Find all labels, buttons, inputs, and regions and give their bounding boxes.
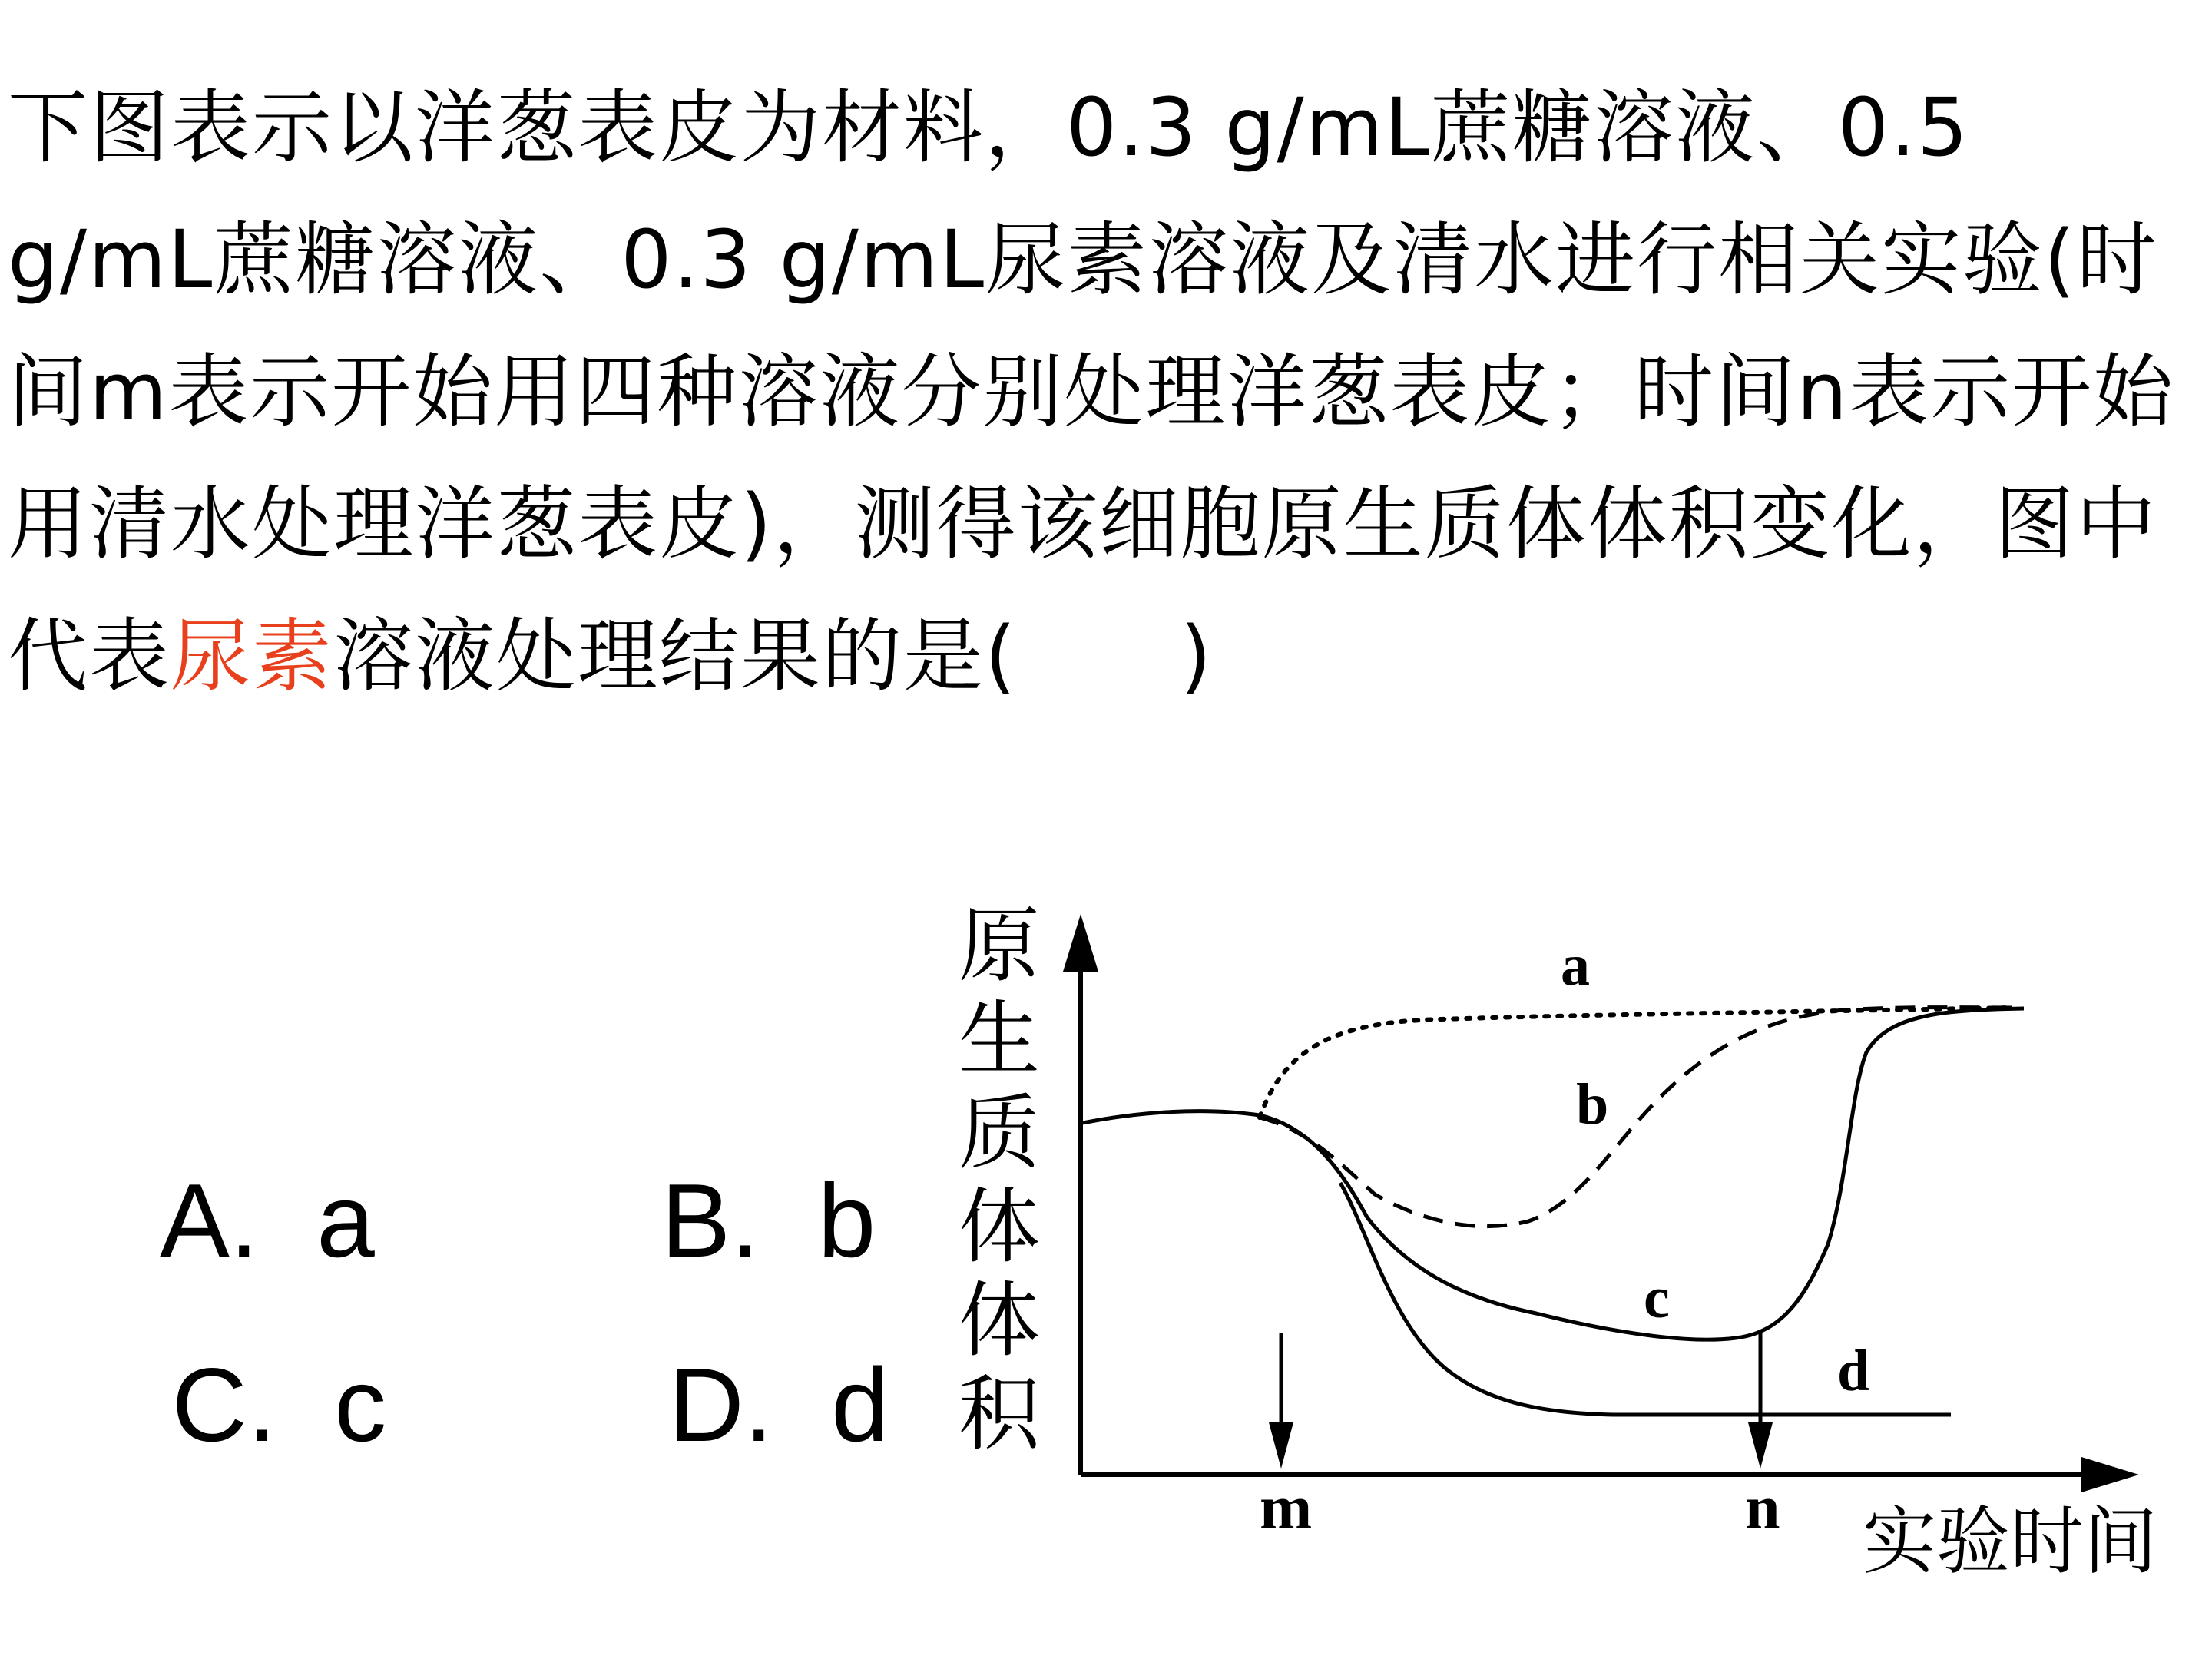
- question-highlight: 尿素: [171, 609, 334, 703]
- y-axis-arrow-icon: [1063, 914, 1098, 972]
- option-a-letter: A.: [160, 1162, 259, 1279]
- option-b-value: b: [817, 1162, 876, 1279]
- x-axis-label: 实验时间: [1863, 1498, 2157, 1584]
- y-label-char-6: 积: [959, 1367, 1040, 1462]
- y-axis: [1063, 914, 1098, 1475]
- curve-label-c: c: [1644, 1266, 1670, 1330]
- y-label-char-1: 原: [959, 899, 1040, 993]
- option-c-letter: C.: [171, 1346, 276, 1463]
- option-b-letter: B.: [661, 1162, 760, 1279]
- question-part-2: 溶液处理结果的是( ): [333, 609, 1214, 703]
- option-d-value: d: [831, 1346, 889, 1463]
- curve-label-d: d: [1837, 1339, 1870, 1403]
- m-arrow-icon: [1269, 1333, 1293, 1469]
- curve-b: [1260, 1008, 2020, 1227]
- y-label-char-5: 体: [959, 1273, 1040, 1368]
- option-a-value: a: [316, 1162, 375, 1279]
- option-d-letter: D.: [668, 1346, 773, 1463]
- curve-label-b: b: [1576, 1072, 1609, 1137]
- x-axis-arrow-icon: [2081, 1457, 2139, 1492]
- curve-label-a: a: [1561, 933, 1590, 998]
- y-label-char-4: 体: [959, 1180, 1040, 1274]
- n-arrow-icon: [1748, 1333, 1773, 1469]
- tick-label-n: n: [1745, 1472, 1780, 1542]
- y-axis-label: [959, 899, 1042, 1462]
- tick-label-m: m: [1260, 1472, 1313, 1542]
- y-label-char-2: 生: [959, 992, 1040, 1087]
- option-c-value: c: [334, 1346, 387, 1463]
- question-part-1: 下图表示以洋葱表皮为材料，0.3 g/mL蔗糖溶液、0.5 g/mL蔗糖溶液、0.3 g/mL尿素溶液及清水进行相关实验(时间m表示开始用四种溶液分别处理洋葱表皮；时间n表示开始用清水处理洋葱表皮)，测得该细胞原生质体体积变化，图中代表: [8, 81, 2175, 703]
- y-label-char-3: 质: [959, 1086, 1040, 1181]
- x-axis: [1081, 1457, 2139, 1492]
- curve-c: [1083, 1008, 2024, 1339]
